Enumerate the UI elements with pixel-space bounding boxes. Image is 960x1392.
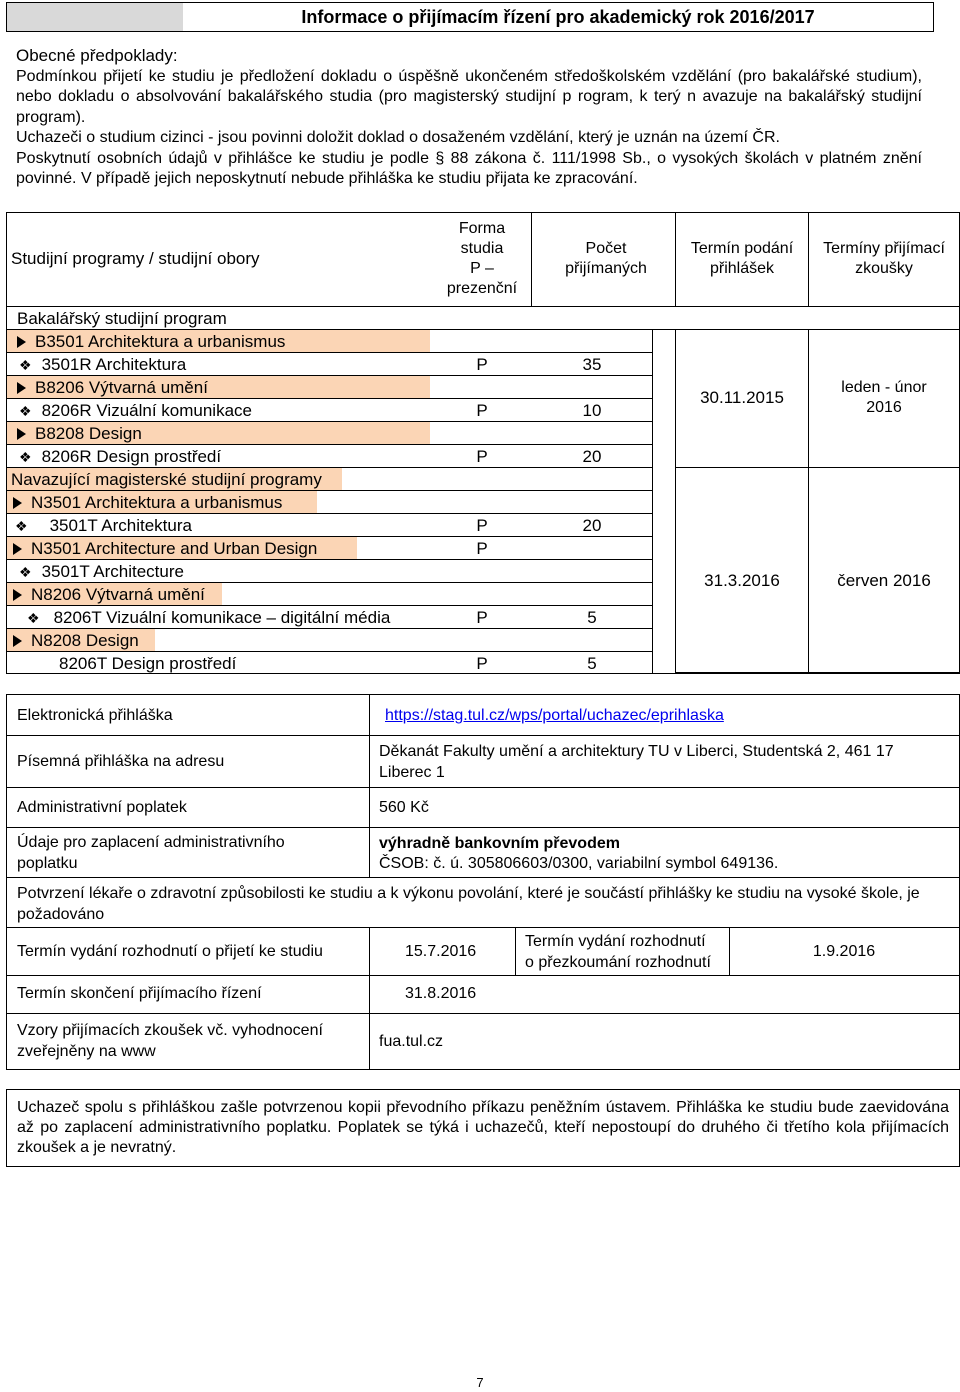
- review-label-line: Termín vydání rozhodnutí: [525, 933, 706, 950]
- payment-label: Údaje pro zaplacení administrativního poplatku: [17, 834, 285, 872]
- divider: [7, 444, 652, 445]
- diamond-bullet-icon: ❖: [15, 518, 28, 534]
- row-label: Navazující magisterské studijní programy: [11, 470, 322, 489]
- divider: [7, 352, 652, 353]
- divider: [7, 490, 652, 491]
- divider: [7, 536, 652, 537]
- diamond-bullet-icon: ❖: [27, 610, 40, 626]
- table-row: [7, 537, 357, 560]
- divider: [7, 421, 652, 422]
- programs-table: [6, 212, 960, 674]
- header-programs: Studijní programy / studijní obory: [11, 249, 260, 268]
- header-deadline: [675, 239, 809, 279]
- row-label: ❖ 8206R Design prostředí: [19, 445, 221, 468]
- row-count: 5: [587, 654, 597, 673]
- row-label: N8208 Design: [13, 629, 139, 652]
- arrow-bullet-icon: [17, 336, 26, 348]
- divider: [7, 513, 652, 514]
- decision-label: Termín vydání rozhodnutí o přijetí ke studiu: [17, 943, 323, 960]
- table-row: [7, 445, 647, 468]
- divider: [7, 735, 959, 736]
- row-form: P: [476, 516, 488, 535]
- row-form: P: [476, 447, 488, 466]
- divider: [531, 213, 532, 306]
- row-count: 35: [582, 355, 602, 374]
- table-row: [7, 583, 222, 606]
- page-number: 7: [476, 1375, 484, 1390]
- title-box: [6, 2, 934, 32]
- row-count: 5: [587, 608, 597, 627]
- fee-label: Administrativní poplatek: [17, 799, 187, 816]
- arrow-bullet-icon: [13, 543, 22, 555]
- row-label: B8208 Design: [17, 422, 142, 445]
- diamond-bullet-icon: ❖: [19, 357, 32, 373]
- header-count-line: Počet: [585, 240, 627, 257]
- table-row: [7, 353, 647, 376]
- end-value: 31.8.2016: [405, 985, 477, 1002]
- divider: [675, 329, 959, 330]
- header-form-line: studia: [460, 240, 504, 257]
- bachelor-deadline: 30.11.2015: [700, 388, 784, 407]
- divider: [369, 695, 370, 877]
- decision-value: 15.7.2016: [405, 943, 477, 960]
- row-label: B3501 Architektura a urbanismus: [17, 330, 285, 353]
- divider: [808, 213, 809, 306]
- header-exams-line: Termíny přijímací: [823, 240, 945, 257]
- row-form: P: [476, 654, 488, 673]
- row-form: P: [476, 401, 488, 420]
- divider: [7, 651, 652, 652]
- header-count-line: přijímaných: [565, 260, 647, 277]
- header-form-line: P –: [470, 260, 494, 277]
- arrow-bullet-icon: [17, 428, 26, 440]
- header-form-line: Forma: [458, 220, 506, 237]
- bachelor-exams-line: leden - únor: [841, 379, 927, 396]
- row-count: 20: [582, 447, 602, 466]
- intro-paragraph-1: Podmínkou přijetí ke studiu je předložení dokladu o úspěšně ukončeném středoškolském vzdělání (pro bakalářské studium), nebo dokladu o absolvování bakalářského studia (pro magisterský studijní p rogram, k terý n avazuje na bakalářský studijní program).: [16, 67, 922, 126]
- address-value: Děkanát Fakulty umění a architektury TU v Liberci, Studentská 2, 461 17 Liberec 1: [379, 743, 894, 781]
- divider: [7, 827, 959, 828]
- review-label-line: o přezkoumání rozhodnutí: [525, 954, 711, 971]
- row-label: ❖ 8206T Vizuální komunikace – digitální média: [27, 606, 390, 629]
- divider: [7, 877, 959, 878]
- table-row: [7, 514, 647, 537]
- table-row: [7, 376, 430, 399]
- header-count: [537, 239, 675, 279]
- header-exams: [809, 239, 959, 279]
- payment-method: výhradně bankovním převodem: [379, 835, 620, 852]
- diamond-bullet-icon: ❖: [19, 564, 32, 580]
- intro-section: [16, 46, 922, 190]
- medical-note: Potvrzení lékaře o zdravotní způsobilosti ke studiu a k výkonu povolání, které je součástí přihlášky ke studiu na vysoké škole, je požadováno: [17, 885, 920, 923]
- master-deadline: 31.3.2016: [704, 571, 780, 590]
- diamond-bullet-icon: ❖: [19, 449, 32, 465]
- review-label: [525, 931, 711, 973]
- table-row-form: [427, 537, 537, 560]
- divider: [675, 672, 959, 673]
- row-label: ❖ 3501R Architektura: [19, 353, 186, 376]
- review-value: 1.9.2016: [812, 943, 876, 960]
- divider: [675, 329, 676, 673]
- diamond-bullet-icon: ❖: [19, 403, 32, 419]
- header-form-line: prezenční: [446, 280, 518, 297]
- divider: [515, 927, 516, 975]
- arrow-bullet-icon: [13, 589, 22, 601]
- divider: [7, 559, 652, 560]
- eapplication-link[interactable]: https://stag.tul.cz/wps/portal/uchazec/eprihlaska: [385, 707, 724, 724]
- table-row: [7, 652, 647, 675]
- divider: [675, 213, 676, 306]
- address-label: Písemná přihláška na adresu: [17, 753, 225, 770]
- divider: [7, 582, 652, 583]
- row-label: 8206T Design prostředí: [59, 654, 237, 673]
- row-label: ❖ 8206R Vizuální komunikace: [19, 399, 252, 422]
- row-label: N8206 Výtvarná umění: [13, 583, 205, 606]
- divider: [7, 605, 652, 606]
- table-row: [7, 606, 647, 629]
- master-exams: červen 2016: [837, 571, 931, 590]
- divider: [369, 927, 370, 1069]
- table-row: [7, 629, 155, 652]
- divider: [7, 787, 959, 788]
- row-label: ❖ 3501T Architecture: [19, 560, 184, 583]
- divider: [7, 927, 959, 928]
- bachelor-exams-line: 2016: [866, 399, 902, 416]
- row-count: 20: [582, 516, 602, 535]
- header-exams-line: zkoušky: [855, 260, 913, 277]
- arrow-bullet-icon: [13, 635, 22, 647]
- row-form: P: [476, 608, 488, 627]
- arrow-bullet-icon: [13, 497, 22, 509]
- row-label: N3501 Architektura a urbanismus: [13, 491, 282, 514]
- divider: [652, 329, 653, 673]
- intro-paragraph-3: Poskytnutí osobních údajů v přihlášce ke studiu je podle § 88 zákona č. 111/1998 Sb., o vysokých školách v platném znění povinné. V případě jejich neposkytnutí nebude přihláška ke studiu přijata ke zpracování.: [16, 149, 922, 187]
- fee-value: 560 Kč: [379, 799, 429, 816]
- page-title: Informace o přijímacím řízení pro akademický rok 2016/2017: [301, 7, 815, 27]
- table-row: [7, 330, 430, 353]
- divider: [7, 467, 652, 468]
- eapplication-label: Elektronická přihláška: [17, 707, 173, 724]
- table-row: [7, 307, 959, 330]
- table-row: [7, 491, 317, 514]
- bachelor-exams: [809, 378, 959, 418]
- info-table: [6, 694, 960, 1070]
- table-row: [7, 399, 647, 422]
- title-shading: [7, 3, 183, 31]
- arrow-bullet-icon: [17, 382, 26, 394]
- applicant-note: [6, 1089, 960, 1167]
- intro-paragraph-2: Uchazeči o studium cizinci - jsou povinni doložit doklad o dosaženém vzdělání, který je uznán na území ČR.: [16, 129, 780, 146]
- row-form: P: [476, 355, 488, 374]
- payment-details: ČSOB: č. ú. 305806603/0300, variabilní symbol 649136.: [379, 855, 779, 872]
- header-deadline-line: Termín podání: [690, 240, 794, 257]
- table-row: [7, 560, 647, 583]
- samples-value: fua.tul.cz: [379, 1033, 444, 1050]
- divider: [7, 398, 652, 399]
- divider: [7, 1013, 959, 1014]
- intro-heading: Obecné předpoklady:: [16, 46, 178, 65]
- divider: [7, 975, 959, 976]
- header-deadline-line: přihlášek: [709, 260, 775, 277]
- samples-label: Vzory přijímacích zkoušek vč. vyhodnocení zveřejněny na www: [17, 1022, 323, 1060]
- header-form: [427, 219, 537, 299]
- row-form: P: [476, 539, 488, 558]
- row-label: N3501 Architecture and Urban Design: [13, 537, 317, 560]
- row-label: Bakalářský studijní program: [17, 309, 227, 328]
- divider: [7, 375, 652, 376]
- table-row: [7, 468, 342, 491]
- divider: [675, 467, 959, 468]
- row-label: B8206 Výtvarná umění: [17, 376, 208, 399]
- row-label: ❖ 3501T Architektura: [15, 514, 192, 537]
- divider: [7, 628, 652, 629]
- note-text: Uchazeč spolu s přihláškou zašle potvrzenou kopii převodního příkazu peněžním ústavem. Přihláška ke studiu bude zaevidována až po zaplacení administrativního poplatku. Poplatek se týká i uchazečů, kteří nepostoupí do druhého či třetího kola přijímacích zkoušek a je nevratný.: [17, 1099, 949, 1156]
- row-count: 10: [582, 401, 602, 420]
- end-label: Termín skončení přijímacího řízení: [17, 985, 262, 1002]
- table-row: [7, 422, 430, 445]
